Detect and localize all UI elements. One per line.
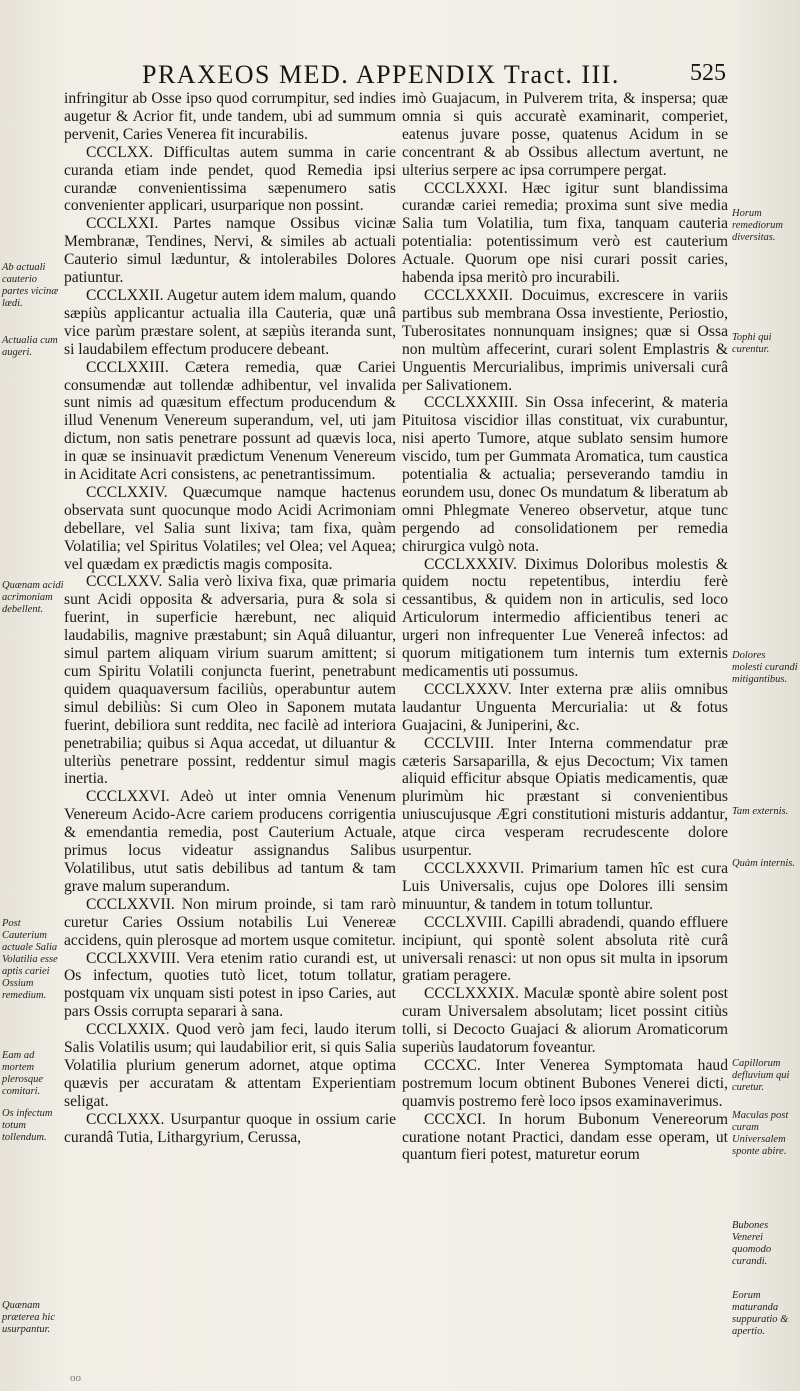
- paragraph: CCCLXXXII. Docuimus, excrescere in variis partibus sub membrana Ossa investiente, Periostio, Tuberositates nonnunquam insignes; quæ si Ossa non multùm affecerint, curari solent Emplastris & Unguentis Mercurialibus, imprimis universali curâ per Salivationem.: [402, 286, 728, 394]
- paragraph: CCCXC. Inter Venerea Symptomata haud postremum locum obtinent Bubones Venerei dicti, quamvis postremo ferè loco ipsos examinaverimus.: [402, 1056, 728, 1110]
- paragraph: imò Guajacum, in Pulverem trita, & inspersa; quæ omnia si quis accuratè examinarit, comperiet, eatenus juvare posse, quatenus Acidum in se concentrant & ab Ossibus allectum avertunt, ne ulterius serpere ac ipsa corrumpere pergat.: [402, 90, 728, 179]
- paragraph: CCCLXXXI. Hæc igitur sunt blandissima curandæ cariei remedia; proxima sunt sive media Salia tum Volatilia, tum fixa, tanquam cauteria potentialia: potentissimum verò est cauterium Actuale. Quorum ope nisi curari possit caries, habenda ipsa meritò pro incurabili.: [402, 179, 728, 287]
- paragraph: CCCLXXIX. Quod verò jam feci, laudo iterum Salis Volatilis usum; qui laudabilior erit, si quis Salia Volatilia plurium generum adornet, atque optima quævis per accuratam & attentam Experientiam seligat.: [64, 1021, 396, 1110]
- paragraph: CCCLXXXIV. Diximus Doloribus molestis & quidem noctu repetentibus, interdiu ferè cessantibus, & quidem non in articulis, sed loco Articulorum intermedio afficientibus teneri ac urgeri non infrequenter Lue Venereâ infectos: ad quorum mitigationem tum internis tum externis medicamentis uti possumus.: [402, 555, 728, 680]
- paragraph: CCCLVIII. Inter Interna commendatur præ cæteris Sarsaparilla, & ejus Decoctum; Vix tamen aliquid efficitur absque Opiatis medicamentis, quæ plurimùm hic præstant si convenientibus uniuscujusque Ægri constitutioni misturis addantur, atque circa vesperam recrudescente dolore usurpentur.: [402, 734, 728, 860]
- right-text-column: [402, 90, 728, 1164]
- paragraph: CCCLXXIII. Cætera remedia, quæ Cariei consumendæ aut tollendæ adhibentur, vel invalida sunt nimis ad quæsitum effectum producendum & illud Venenum Venereum superandum, vel, uti jam dictum, non satis penetrare possunt ad quævis loca, in quæ se insinuavit prædictum Venenum Venereum in Aciditate Acri consistens, ac penetrantissimum.: [64, 358, 396, 484]
- left-text-column: [64, 90, 396, 1146]
- margin-note: Dolores molesti curandi mitigantibus.: [732, 650, 798, 685]
- running-title: PRAXEOS MED. APPENDIX Tract. III.: [142, 60, 620, 89]
- paragraph: CCCLXXXVII. Primarium tamen hîc est cura Luis Universalis, cujus ope Dolores illi sensim minuuntur, & tandem in totum tolluntur.: [402, 859, 728, 913]
- margin-note: Quàm internis.: [732, 858, 795, 869]
- paragraph: CCCLXXXIX. Maculæ spontè abire solent post curam Universalem absolutam; licet possint citiùs tolli, si Decocto Guajaci & aliorum Aromaticorum superiùs laudatorum foveantur.: [402, 985, 728, 1057]
- paragraph: CCCXCI. In horum Bubonum Venereorum curatione notant Practici, dandam esse operam, ut quantum fieri potest, maturetur eorum: [402, 1110, 728, 1164]
- margin-note: Tophi qui curentur.: [732, 332, 772, 355]
- margin-note: Capillorum defluvium qui curetur.: [732, 1058, 790, 1093]
- margin-note: Eam ad mortem plerosque comitari.: [2, 1050, 44, 1097]
- paragraph: CCCLXXV. Salia verò lixiva fixa, quæ primaria sunt Acidi opposita & adversaria, pura & sola si fuerint, in superficie hærebunt, nec aliquid laudabilis, magnive præstabunt; sin Aquâ diluantur, simul partem aliquam virium suarum amittent; si cum Spiritu Volatili conjuncta fuerint, penetrabunt quidem quaquaversum faciliùs, operabuntur autem simul debiliùs: Si cum Oleo in Saponem mutata fuerint, debiliora sunt reddita, nec facilè ad interiora penetrabilia; quibus si Aqua accedat, ut diluantur & ulteriùs penetrare possint, reddentur simul magis inertia.: [64, 573, 396, 788]
- paragraph: CCCLXXVII. Non mirum proinde, si tam rarò curetur Caries Ossium notabilis Lui Venereæ accidens, quin plerosque ad mortem usque comitetur.: [64, 895, 396, 949]
- footer-mark: oo: [70, 1372, 81, 1384]
- margin-note: Post Cauterium actuale Salia Volatilia esse aptis cariei Ossium remedium.: [2, 918, 58, 1001]
- paragraph: CCCLXXXV. Inter externa præ aliis omnibus laudantur Unguenta Mercurialia: ut & fotus Guajacini, & Juniperini, &c.: [402, 680, 728, 734]
- margin-note: Ab actuali cauterio partes vicinæ lædi.: [2, 262, 59, 309]
- paragraph: CCCLXXVI. Adeò ut inter omnia Venenum Venereum Acido-Acre cariem producens corrigentia & emendantia remedia, post Cauterium Actuale, primus locus videatur assignandus Salibus Volatilibus, utut satis debilibus ad tantum & tam grave malum superandum.: [64, 788, 396, 895]
- margin-note: Bubones Venerei quomodo curandi.: [732, 1220, 772, 1267]
- margin-note: Tam externis.: [732, 806, 789, 817]
- page-number: 525: [690, 60, 726, 86]
- paragraph: CCCLXXXIII. Sin Ossa infecerint, & materia Pituitosa viscidior illas constituat, vix curabuntur, nisi aperto Tumore, atque sublato sensim humore viscido, tum per Gummata Aromatica, tum caustica potentialia & actualia; perseverando tamdiu in eorundem usu, donec Os mundatum & liberatum ab omni Phlegmate Venereo observetur, atque tunc pergendo ad consolidationem per remedia chirurgica vulgò nota.: [402, 394, 728, 555]
- paragraph: CCCLXXIV. Quæcumque namque hactenus observata sunt quocunque modo Acidi Acrimoniam debellare, vel Salia sunt lixiva; tam fixa, quàm Volatilia; vel Spiritus Volatiles; vel Olea; vel Aquea; vel quædam ex prædictis magis composita.: [64, 483, 396, 573]
- paragraph: CCCLXXI. Partes namque Ossibus vicinæ Membranæ, Tendines, Nervi, & similes ab actuali Cauterio simul læduntur, & intolerabiles Dolores patiuntur.: [64, 215, 396, 287]
- margin-note: Os infectum totum tollendum.: [2, 1108, 53, 1143]
- running-header: [120, 58, 726, 92]
- paragraph: CCCLXXX. Usurpantur quoque in ossium carie curandâ Tutia, Lithargyrium, Cerussa,: [64, 1110, 396, 1146]
- paragraph: CCCLXXVIII. Vera etenim ratio curandi est, ut Os infectum, quoties tutò licet, totum tollatur, postquam vix unquam sisti potest in ipso Caries, aut pars Ossis corrupta separari à sana.: [64, 949, 396, 1021]
- margin-note: Horum remediorum diversitas.: [732, 208, 783, 243]
- margin-note: Quænam acidi acrimoniam debellent.: [2, 580, 64, 615]
- paragraph: CCCLXX. Difficultas autem summa in carie curanda etiam inde pendet, quod Remedia ipsi curandæ convenientissima sæpenumero satis convenienter applicari, usurparique non possint.: [64, 143, 396, 215]
- margin-note: Actualia cum augeri.: [2, 335, 58, 358]
- margin-note: Maculas post curam Universalem sponte abire.: [732, 1110, 789, 1157]
- paragraph: CCCLXXII. Augetur autem idem malum, quando sæpiùs applicantur actualia illa Cauteria, quæ unâ vice parùm præstare solent, at sæpiùs iteranda sunt, si laudabilem effectum producere debeant.: [64, 286, 396, 358]
- paragraph: CCCLXVIII. Capilli abradendi, quando effluere incipiunt, qui spontè solent absoluta ritè curâ universali renasci: ut non opus sit multa in ipsorum gratiam peragere.: [402, 913, 728, 985]
- margin-note: Eorum maturanda suppuratio & apertio.: [732, 1290, 789, 1337]
- paragraph: infringitur ab Osse ipso quod corrumpitur, sed indies augetur & Acrior fit, unde tandem, ubi ad summum pervenit, Caries Venerea fit incurabilis.: [64, 90, 396, 143]
- margin-note: Quænam præterea hic usurpantur.: [2, 1300, 55, 1335]
